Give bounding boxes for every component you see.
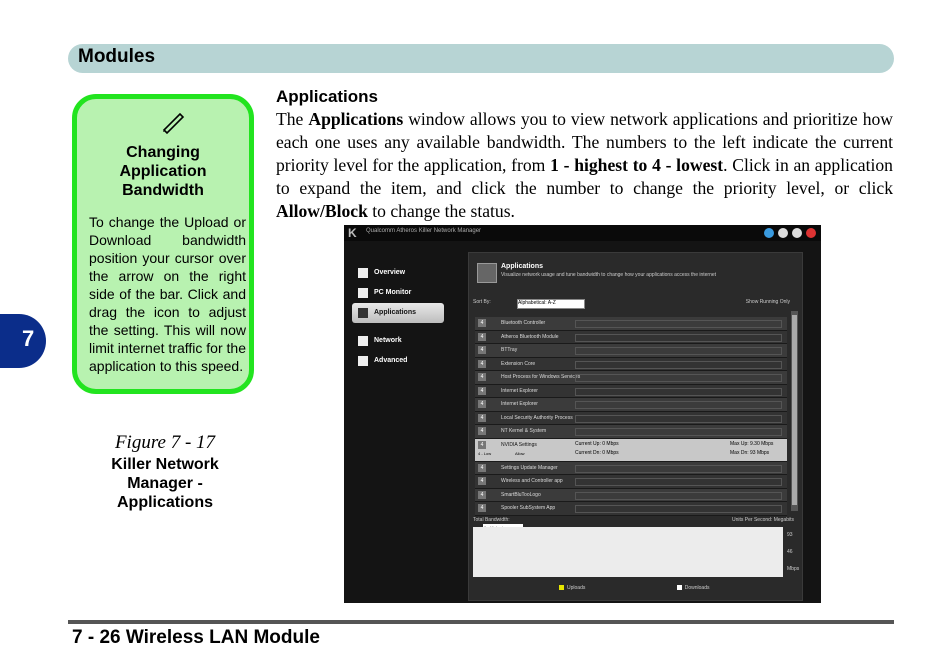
graph-legend xyxy=(559,585,710,591)
app-row[interactable]: 4 Bluetooth Controller xyxy=(475,317,787,331)
figure-number: Figure 7 - 17 xyxy=(114,432,216,453)
note-body: To change the Upload or Download bandwidth position your cursor over the arrow on the right side of the bar. Click and drag the icon to adjust the setting. This will now limit internet traffic for the application to this speed. xyxy=(89,214,246,374)
show-running-checkbox[interactable]: Show Running Only xyxy=(745,299,790,305)
section-header-title: Modules xyxy=(78,46,156,67)
max-down[interactable]: Max Dn: 93 Mbps xyxy=(730,449,770,456)
allow-block-select[interactable]: Allow xyxy=(515,450,525,456)
sort-select[interactable]: Alphabetical: A-Z xyxy=(517,299,585,309)
app-row[interactable]: 4 Settings Update Manager xyxy=(475,462,787,476)
sort-row xyxy=(473,299,798,309)
app-row[interactable]: 4 Internet Explorer xyxy=(475,398,787,412)
app-row[interactable]: 4 Local Security Authority Process xyxy=(475,412,787,426)
current-down: Current Dn: 0 Mbps xyxy=(575,449,619,456)
app-row[interactable]: 4 Atheros Bluetooth Module xyxy=(475,331,787,345)
sidebar-item-pc-monitor[interactable]: PC Monitor xyxy=(352,283,444,303)
app-row[interactable]: 4 BTTray xyxy=(475,344,787,358)
figure-caption xyxy=(90,432,240,512)
application-list xyxy=(475,317,787,516)
graph-y-ticks: 93 46 Mbps xyxy=(787,532,800,572)
app-row[interactable]: 4 Spooler SubSystem App xyxy=(475,502,787,516)
note-title: Changing Application Bandwidth xyxy=(119,144,207,199)
priority-select[interactable]: 4 - Low xyxy=(478,450,492,456)
app-row[interactable]: 4 Host Process for Windows Services xyxy=(475,371,787,385)
applications-panel xyxy=(468,252,803,601)
chapter-tab xyxy=(0,314,46,368)
section-paragraph: The Applications window allows you to view network applications and prioritize how each one uses any available bandwidth. The numbers to the left indicate the current priority level for the application, from 1 - highest to 4 - lowest. Click in an application to expand the item, and click the number to change the priority level, or click Allow/Block to change the status. xyxy=(276,109,893,221)
current-up: Current Up: 0 Mbps xyxy=(575,440,619,447)
section-header-bar xyxy=(68,44,894,73)
list-scrollbar[interactable] xyxy=(791,311,798,511)
network-icon xyxy=(358,336,368,346)
scrollbar-thumb[interactable] xyxy=(792,315,797,505)
legend-downloads: Downloads xyxy=(677,585,710,591)
note-box xyxy=(72,94,254,394)
pencil-icon xyxy=(160,111,186,133)
app-row[interactable]: 4 NT Kernel & System xyxy=(475,425,787,439)
app-row[interactable]: 4 Wireless and Controller app xyxy=(475,475,787,489)
bandwidth-graph xyxy=(473,527,783,577)
sidebar xyxy=(352,263,444,371)
panel-subtitle: Visualize network usage and tune bandwidth to change how your applications access the internet xyxy=(501,272,717,278)
applications-panel-icon xyxy=(477,263,497,283)
window-title: Qualcomm Atheros Killer Network Manager xyxy=(366,228,482,234)
bar-chart-icon xyxy=(358,288,368,298)
settings-icon[interactable] xyxy=(778,228,788,238)
total-bandwidth-label: Total Bandwidth: xyxy=(473,517,510,523)
sidebar-item-overview[interactable]: Overview xyxy=(352,263,444,283)
app-row-expanded[interactable]: 4 NVIDIA Settings Current Up: 0 Mbps Current Dn: 0 Mbps Max Up: 9.30 Mbps Max Dn: 93 Mbps 4 - Low Allow xyxy=(475,439,787,462)
footer-rule xyxy=(68,620,894,624)
killer-logo: K xyxy=(348,226,357,240)
help-icon[interactable] xyxy=(764,228,774,238)
sidebar-item-applications[interactable]: Applications xyxy=(352,303,444,323)
window-titlebar xyxy=(344,225,821,241)
sidebar-item-advanced[interactable]: Advanced xyxy=(352,351,444,371)
home-icon xyxy=(358,268,368,278)
close-icon[interactable] xyxy=(806,228,816,238)
sidebar-item-network[interactable]: Network xyxy=(352,331,444,351)
killer-network-manager-screenshot xyxy=(344,225,821,603)
figure-title: Killer Network Manager - Applications xyxy=(111,456,219,511)
units-label: Units Per Second: Megabits xyxy=(732,517,794,523)
section-heading: Applications xyxy=(276,87,379,106)
page-footer: 7 - 26 Wireless LAN Module xyxy=(72,627,320,648)
legend-uploads: Uploads xyxy=(559,585,585,591)
chapter-number: 7 xyxy=(22,326,35,351)
applications-icon xyxy=(358,308,368,318)
sort-label: Sort By: xyxy=(473,299,491,305)
app-row[interactable]: 4 SmartBluTooLogo xyxy=(475,489,787,503)
list-icon xyxy=(358,356,368,366)
max-up[interactable]: Max Up: 9.30 Mbps xyxy=(730,440,774,447)
app-row[interactable]: 4 Extension Core xyxy=(475,358,787,372)
minimize-icon[interactable] xyxy=(792,228,802,238)
total-bandwidth-row xyxy=(473,517,798,523)
panel-title: Applications xyxy=(501,263,544,270)
app-row[interactable]: 4 Internet Explorer xyxy=(475,385,787,399)
